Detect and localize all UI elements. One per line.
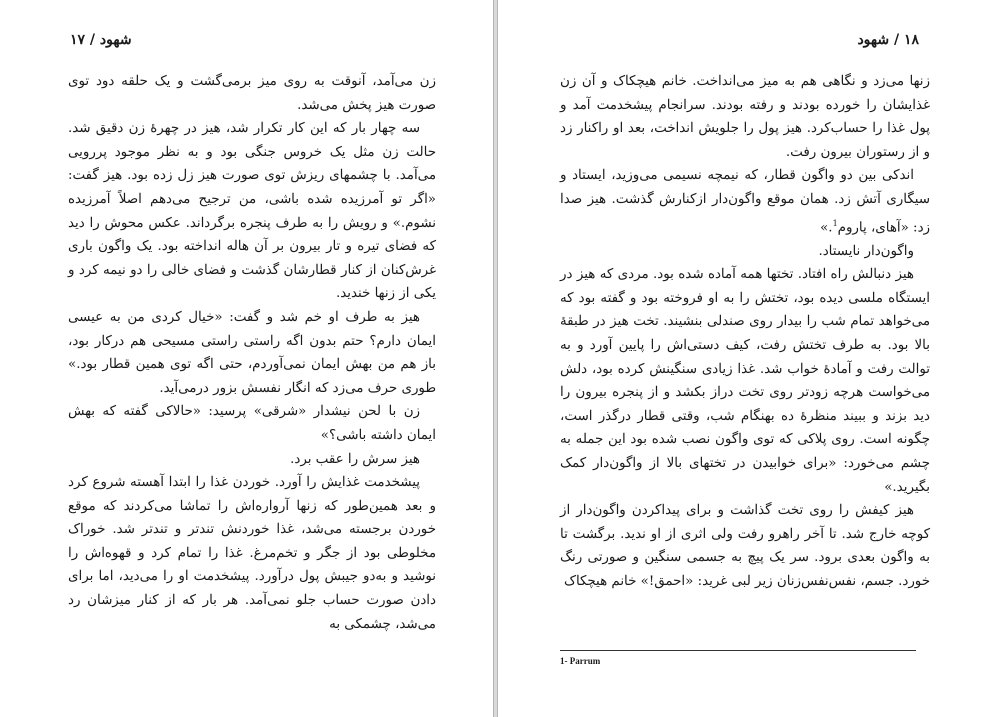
right-page [498, 0, 991, 717]
paragraph: واگون‌دار نایستاد. [818, 243, 914, 259]
left-page-body [68, 70, 436, 636]
right-page-body [560, 70, 930, 594]
paragraph: زنها می‌زد و نگاهی هم به میز می‌انداخت. خانم هیچکاک و آن زن غذایشان را خورده بودند و رفته بودند. سرانجام پیشخدمت آمد و پول غذا را حساب‌کرد. هیز پول را جلویش انداخت، بعد او راکنار زد و از رستوران بیرون رفت. [560, 74, 930, 160]
paragraph: پیشخدمت غذایش را آورد. خوردن غذا را ابتدا آهسته شروع کرد و بعد همین‌طور که زنها آرواره‌اش را تماشا می‌کردند که موقع خوردن برجسته می‌شد، غذا خوردنش تندتر و تندتر شد. خوراک مخلوطی بود از جگر و تخم‌مرغ. غذا را تمام کرد و قهوه‌اش را نوشید و به‌دو جیبش پول درآورد. پیشخدمت او را می‌دید، اما برای دادن صورت حساب جلو نمی‌آمد. هر بار که از کنار میزشان رد می‌شد، چشمکی به [68, 475, 436, 632]
paragraph-with-footnote [560, 164, 930, 239]
quote-close: .» [820, 220, 833, 236]
page-header-left: شهود / ۱۷ [70, 32, 132, 48]
paragraph-text: اندکی بین دو واگون قطار، که نیمچه نسیمی می‌وزید، ایستاد و سیگاری آتش زد. همان موقع واگون‌دار ازکنارش گذشت. هیز صدا زد: «آهای، پاروم [560, 168, 930, 236]
footnote-rule [560, 650, 916, 651]
footnote: 1- Parrum [560, 656, 601, 666]
paragraph: زن می‌آمد، آنوقت به روی میز برمی‌گشت و یک حلقه دود توی صورت هیز پخش می‌شد. [68, 74, 436, 113]
paragraph: هیز دنبالش راه افتاد. تختها همه آماده شده بود. مردی که هیز در ایستگاه ملسی دیده بود، تختش را به او فروخته بود و گفته بود که می‌خواهد تمام شب را بیدار روی صندلی بنشیند. تخت هیز در طبقهٔ بالا بود. به طرف تختش رفت، کیف دستی‌اش را پایین آورد و به توالت رفت و آمادهٔ خواب شد. غذا زیادی سنگینش کرده بود، دلش می‌خواست هرچه زودتر روی تخت دراز بکشد و از پنجره بیرون را دید بزند و ببیند منظرهٔ ده بهنگام شب، وقتی قطار درگذر است، چگونه است. روی پلاکی که توی واگون نصب شده بود این جمله به چشم می‌خورد: «برای خوابیدن در تختهای بالا از واگون‌دار کمک بگیرید.» [560, 267, 930, 495]
paragraph: هیز سرش را عقب برد. [290, 451, 420, 467]
paragraph: هیز کیفش را روی تخت گذاشت و برای پیداکردن واگون‌دار از کوچه خارج شد. تا آخر راهرو رفت ولی اثری از او ندید. برگشت تا به واگون بعدی برود. سر یک پیچ به جسمی سنگین و صورتی رنگ خورد. جسم، نفس‌نفس‌زنان زیر لبی غرید: «احمق!» خانم هیچکاک [560, 503, 930, 589]
left-page [0, 0, 493, 717]
paragraph: سه چهار بار که این کار تکرار شد، هیز در چهرهٔ زن دقیق شد. حالت زن مثل یک خروس جنگی بود و به نظر موجود پررویی می‌آمد. با چشمهای ریزش توی صورت هیز زل زده بود. هیز گفت: «اگر تو آمرزیده شده باشی، من ترجیح می‌دهم اصلاً آمرزیده نشوم.» و رویش را به طرف پنجره برگرداند. عکس محوش را دید که فضای تیره و تار بیرون بر آن هاله انداخته بود. یک واگون باری غرش‌کنان از کنار قطارشان گذشت و فضای خالی را دو نیمه کرد و یکی از زنها خندید. [68, 121, 436, 302]
page-header-right: ۱۸ / شهود [857, 32, 919, 48]
paragraph: هیز به طرف او خم شد و گفت: «خیال کردی من به عیسی ایمان دارم؟ حتم بدون اگه راستی راستی مسیحی هم درکار بود، باز هم من بهش ایمان نمی‌آوردم، حتی اگه توی همین قطار بود.» طوری حرف می‌زد که انگار نفسش بزور درمی‌آید. [68, 309, 436, 396]
paragraph: زن با لحن نیشدار «شرقی» پرسید: «حالاکی گفته که بهش ایمان داشته باشی؟» [68, 404, 436, 443]
footnote-marker: 1 [832, 218, 838, 228]
